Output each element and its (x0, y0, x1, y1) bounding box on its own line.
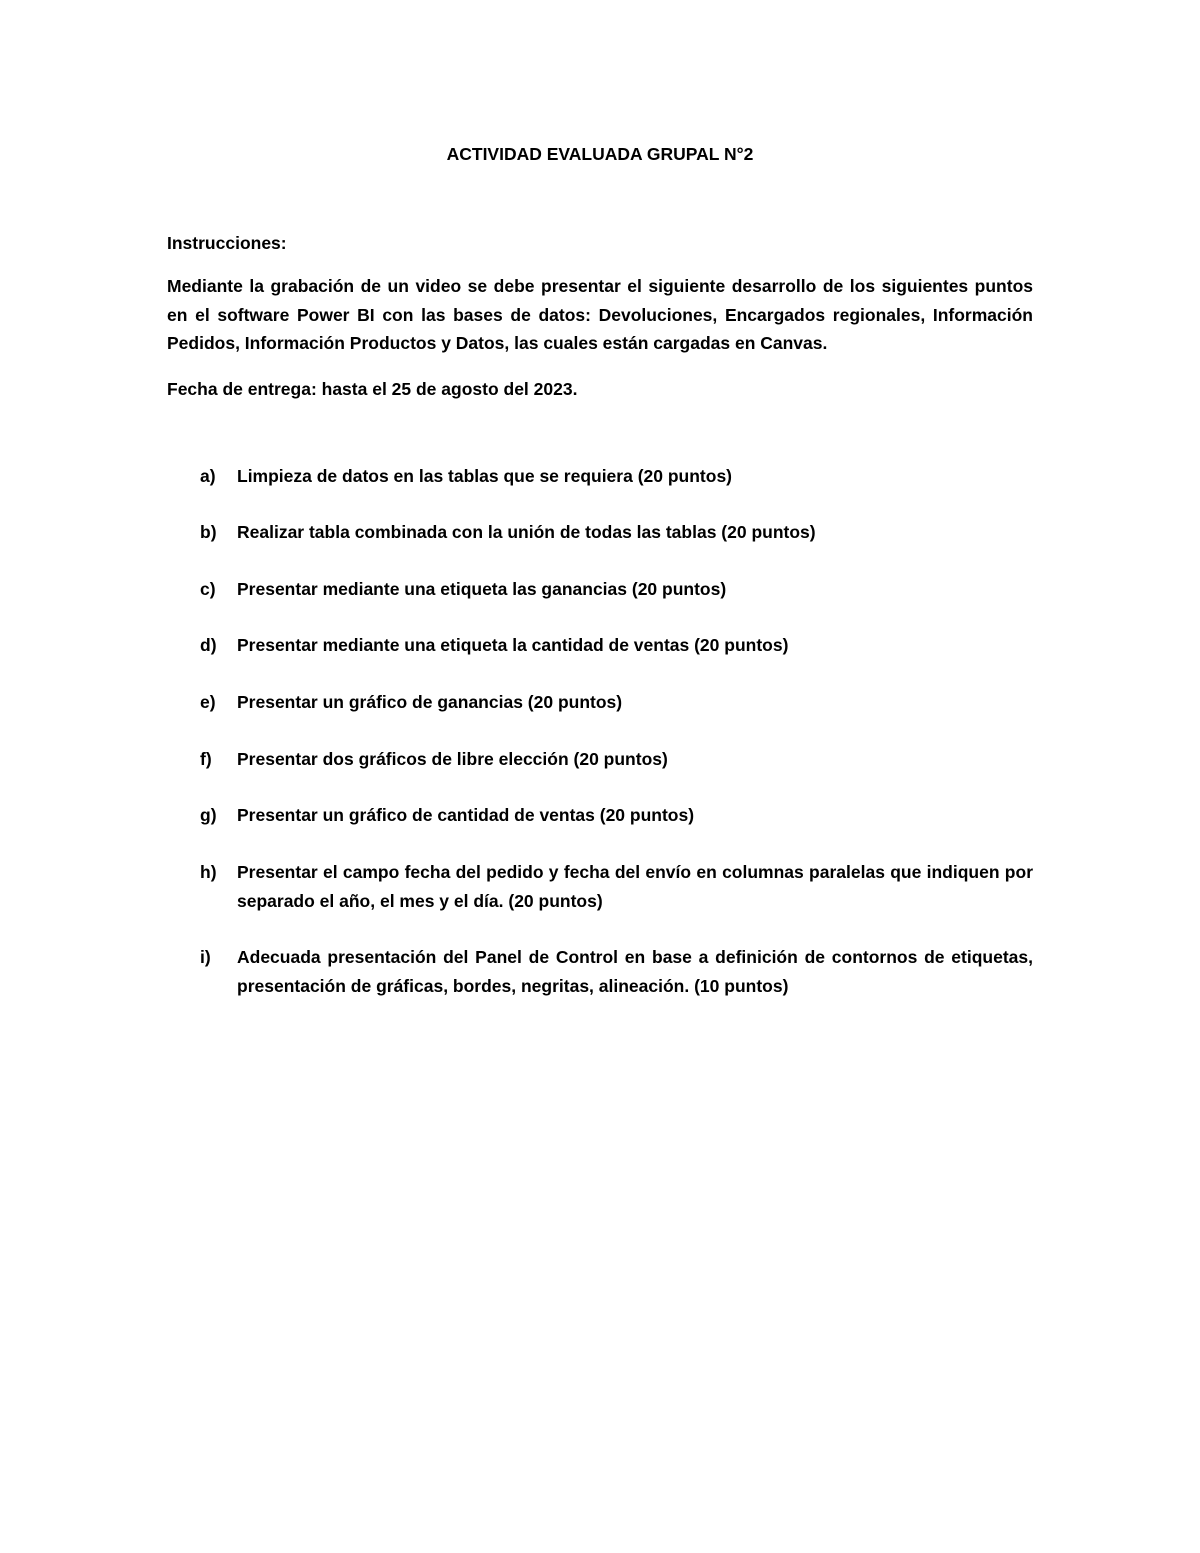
due-date: Fecha de entrega: hasta el 25 de agosto del 2023. (167, 379, 578, 399)
task-text: Presentar dos gráficos de libre elección (20 puntos) (237, 749, 668, 769)
task-item-a (200, 462, 1033, 491)
task-letter: i) (200, 947, 211, 967)
task-text: Realizar tabla combinada con la unión de todas las tablas (20 puntos) (237, 522, 816, 542)
instructions-label: Instrucciones: (167, 233, 287, 253)
task-text: Presentar un gráfico de ganancias (20 puntos) (237, 692, 623, 712)
task-letter: f) (200, 749, 212, 769)
task-item-h (200, 858, 1033, 915)
task-text: Presentar el campo fecha del pedido y fecha del envío en columnas paralelas que indiquen por separado el año, el mes y el día. (20 puntos) (237, 862, 1033, 911)
task-item-b (200, 518, 1033, 547)
task-text: Presentar un gráfico de cantidad de ventas (20 puntos) (237, 805, 695, 825)
task-letter: a) (200, 466, 216, 486)
task-letter: e) (200, 692, 216, 712)
intro-paragraph: Mediante la grabación de un video se debe presentar el siguiente desarrollo de los siguientes puntos en el software Power BI con las bases de datos: Devoluciones, Encargados regionales, Información Pedidos, Información Productos y Datos, las cuales están cargadas en Canvas. (167, 276, 1033, 353)
document-title: ACTIVIDAD EVALUADA GRUPAL N°2 (446, 144, 754, 164)
task-letter: c) (200, 579, 216, 599)
task-item-d (200, 631, 1033, 660)
task-text: Adecuada presentación del Panel de Control en base a definición de contornos de etiquetas, presentación de gráficas, bordes, negritas, alineación. (10 puntos) (237, 947, 1033, 996)
task-text: Limpieza de datos en las tablas que se requiera (20 puntos) (237, 466, 732, 486)
task-letter: g) (200, 805, 217, 825)
task-letter: b) (200, 522, 217, 542)
task-item-e (200, 688, 1033, 717)
task-letter: d) (200, 635, 217, 655)
task-letter: h) (200, 862, 217, 882)
task-item-f (200, 745, 1033, 774)
task-item-g (200, 801, 1033, 830)
task-text: Presentar mediante una etiqueta la cantidad de ventas (20 puntos) (237, 635, 789, 655)
task-text: Presentar mediante una etiqueta las ganancias (20 puntos) (237, 579, 727, 599)
task-item-i (200, 943, 1033, 1000)
task-item-c (200, 575, 1033, 604)
